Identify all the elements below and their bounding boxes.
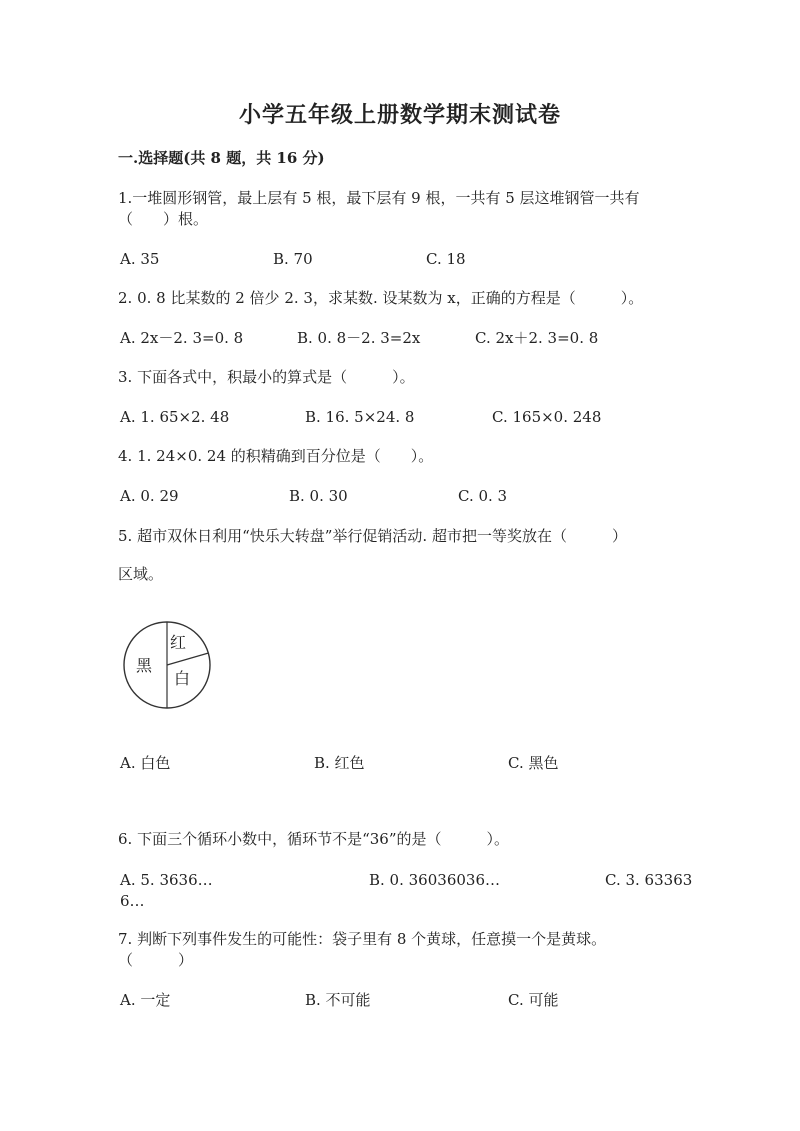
question-2-option-a: A. 2x－2. 3=0. 8 bbox=[120, 329, 244, 347]
question-4-option-c: C. 0. 3 bbox=[458, 487, 508, 505]
question-7-option-c: C. 可能 bbox=[508, 991, 559, 1009]
question-6-option-c-wrap: 6… bbox=[120, 892, 145, 910]
question-2-option-c: C. 2x＋2. 3=0. 8 bbox=[475, 329, 599, 347]
question-6-option-a: A. 5. 3636… bbox=[120, 871, 213, 889]
question-2-stem: 2. 0. 8 比某数的 2 倍少 2. 3，求某数. 设某数为 x，正确的方程是（ ）。 bbox=[118, 289, 644, 307]
question-2-option-b: B. 0. 8－2. 3=2x bbox=[297, 329, 421, 347]
question-1-option-b: B. 70 bbox=[273, 250, 313, 268]
question-1-stem-line-2: （ ）根。 bbox=[118, 210, 209, 228]
question-3-stem: 3. 下面各式中，积最小的算式是（ ）。 bbox=[118, 368, 415, 386]
question-7-stem-line-1: 7. 判断下列事件发生的可能性：袋子里有 8 个黄球，任意摸一个是黄球。 bbox=[118, 930, 607, 948]
question-5-option-b: B. 红色 bbox=[314, 754, 365, 772]
question-3-option-b: B. 16. 5×24. 8 bbox=[305, 408, 415, 426]
question-1-option-c: C. 18 bbox=[426, 250, 466, 268]
question-5-stem-line-2: 区域。 bbox=[118, 565, 164, 583]
question-6-stem: 6. 下面三个循环小数中，循环节不是“36”的是（ ）。 bbox=[118, 830, 510, 848]
question-1-option-a: A. 35 bbox=[120, 250, 160, 268]
question-6-option-c: C. 3. 63363 bbox=[605, 871, 693, 889]
question-4-option-b: B. 0. 30 bbox=[289, 487, 348, 505]
question-7-option-a: A. 一定 bbox=[120, 991, 171, 1009]
question-7-stem-line-2: （ ） bbox=[118, 951, 194, 969]
question-4-option-a: A. 0. 29 bbox=[120, 487, 179, 505]
question-5-option-c: C. 黑色 bbox=[508, 754, 559, 772]
question-5-option-a: A. 白色 bbox=[120, 754, 171, 772]
question-7-option-b: B. 不可能 bbox=[305, 991, 371, 1009]
wheel-label-black: 黑 bbox=[136, 656, 153, 675]
question-6-option-b: B. 0. 36036036… bbox=[369, 871, 500, 889]
question-3-option-a: A. 1. 65×2. 48 bbox=[120, 408, 230, 426]
question-5-stem-line-1: 5. 超市双休日利用“快乐大转盘”举行促销活动. 超市把一等奖放在（ ） bbox=[118, 527, 627, 545]
page-title: 小学五年级上册数学期末测试卷 bbox=[238, 102, 561, 128]
wheel-label-white: 白 bbox=[174, 669, 191, 688]
section-heading: 一.选择题(共 8 题，共 16 分) bbox=[118, 149, 325, 167]
prize-wheel-figure bbox=[122, 620, 212, 710]
question-4-stem: 4. 1. 24×0. 24 的积精确到百分位是（ ）。 bbox=[118, 447, 434, 465]
wheel-divider-diagonal bbox=[167, 653, 209, 665]
question-3-option-c: C. 165×0. 248 bbox=[492, 408, 602, 426]
question-1-stem-line-1: 1.一堆圆形钢管，最上层有 5 根，最下层有 9 根，一共有 5 层这堆钢管一共有 bbox=[118, 189, 640, 207]
wheel-label-red: 红 bbox=[170, 633, 187, 652]
